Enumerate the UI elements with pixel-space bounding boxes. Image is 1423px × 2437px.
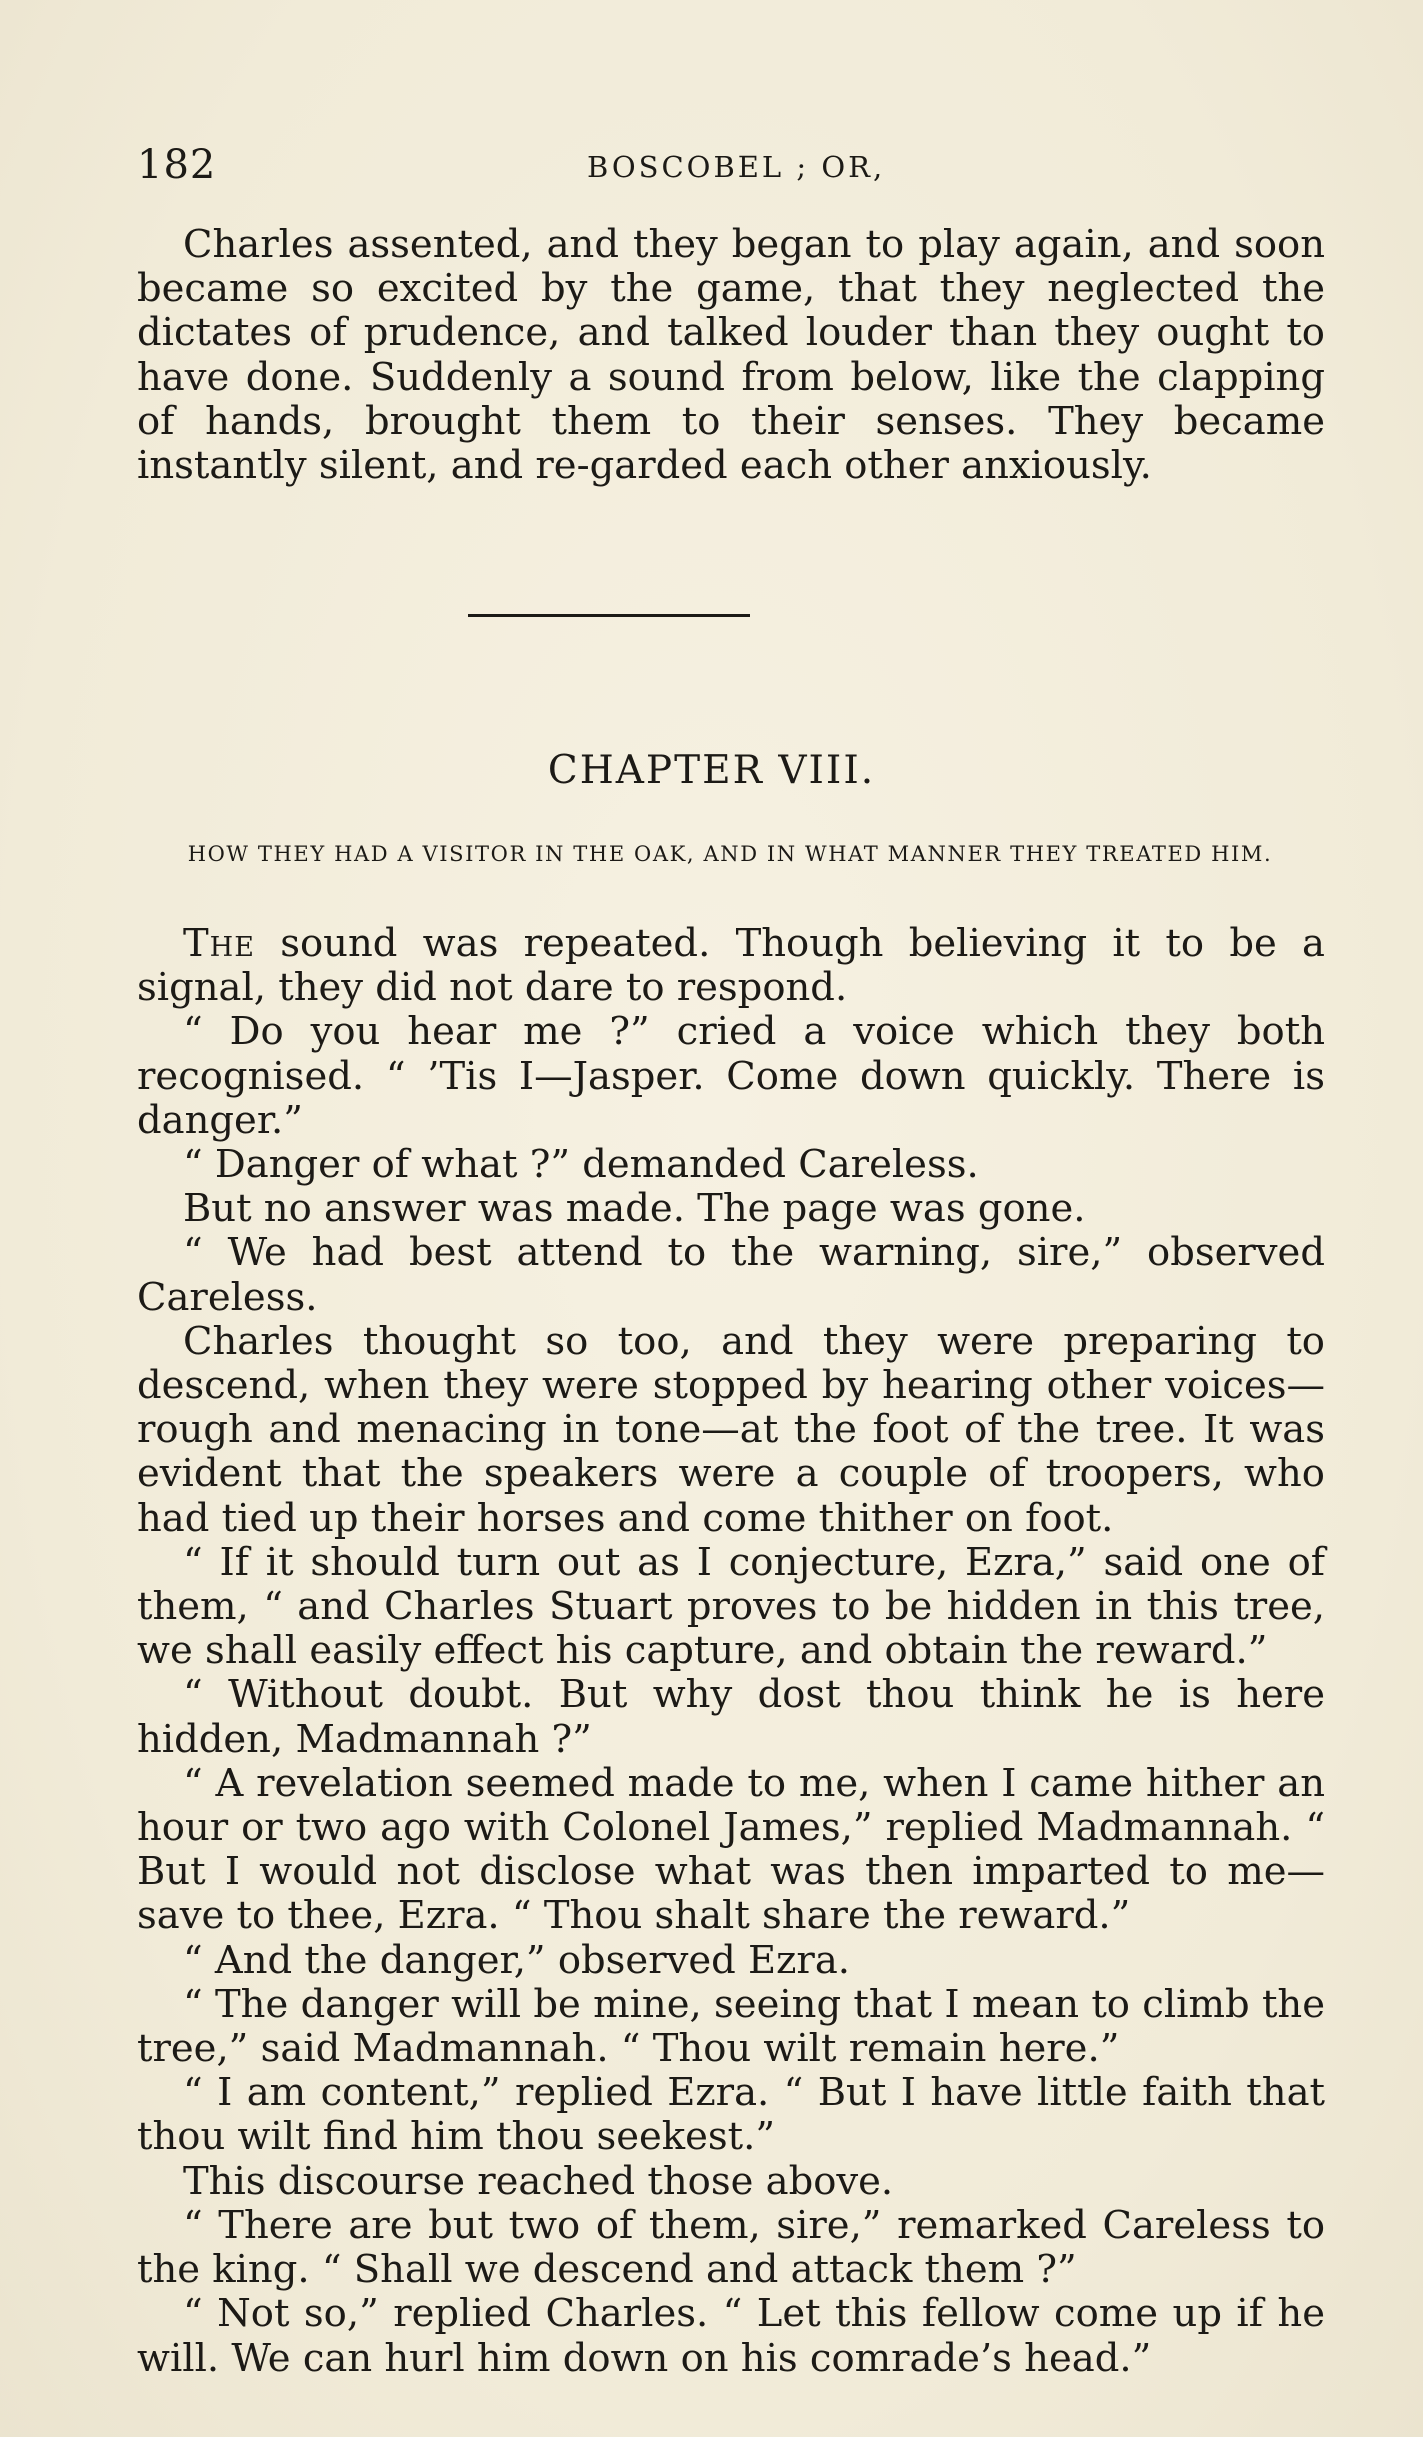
paragraph: “ Do you hear me ?” cried a voice which they both recognised. “ ’Tis I—Jasper. Come down quickly. There is danger.” — [137, 1009, 1325, 1143]
paragraph: “ Without doubt. But why dost thou think he is here hidden, Madmannah ?” — [137, 1672, 1325, 1762]
paragraph-opening — [137, 922, 1325, 1010]
paragraph: “ Not so,” replied Charles. “ Let this fellow come up if he will. We can hurl him down on his comrade’s head.” — [137, 2291, 1325, 2381]
paragraph: “ The danger will be mine, seeing that I mean to climb the tree,” said Madmannah. “ Thou wilt remain here.” — [137, 1981, 1325, 2072]
paragraph: But no answer was made. The page was gone. — [183, 1186, 1086, 1232]
chapter-subtitle: HOW THEY HAD A VISITOR IN THE OAK, AND IN WHAT MANNER THEY TREATED HIM. — [187, 842, 1273, 866]
paragraph: Charles thought so too, and they were preparing to descend, when they were stopped by hearing other voices—rough and menacing in tone—at the foot of the tree. It was evident that the speakers were a couple of troopers, who had tied up their horses and come thither on foot. — [137, 1318, 1325, 1541]
paragraph: “ A revelation seemed made to me, when I came hither an hour or two ago with Colonel James,” replied Madmannah. “ But I would not disclose what was then imparted to me—save to thee, Ezra. “ Thou shalt share the reward.” — [137, 1760, 1325, 1939]
paragraph: Charles assented, and they began to play again, and soon became so excited by the game, that they neglected the dictates of prudence, and talked louder than they ought to have done. Suddenly a sound from below, like the clapping of hands, brought them to their senses. They became instantly silent, and re-garded each other anxiously. — [137, 222, 1325, 489]
opening-text: sound was repeated. Though believing it to be a signal, they did not dare to respond. — [137, 921, 1325, 1011]
page-number: 182 — [137, 142, 217, 188]
section-divider-rule — [468, 614, 750, 617]
chapter-body — [137, 922, 1325, 2381]
paragraph: “ Danger of what ?” demanded Careless. — [183, 1142, 979, 1188]
paragraph: “ I am content,” replied Ezra. “ But I have little faith that thou wilt find him thou seekest.” — [137, 2070, 1325, 2160]
paragraph: “ If it should turn out as I conjecture, Ezra,” said one of them, “ and Charles Stuart proves to be hidden in this tree, we shall easily effect his capture, and obtain the reward.” — [137, 1539, 1325, 1674]
paragraph: “ There are but two of them, sire,” remarked Careless to the king. “ Shall we descend and attack them ?” — [137, 2202, 1325, 2293]
paragraph: This discourse reached those above. — [183, 2158, 894, 2204]
page-header — [137, 142, 1307, 202]
paragraph: “ And the danger,” observed Ezra. — [183, 1937, 851, 1983]
running-head: BOSCOBEL ; OR, — [587, 150, 886, 184]
paragraph: “ We had best attend to the warning, sire,” observed Careless. — [137, 1230, 1325, 1320]
opening-word: The — [183, 921, 255, 966]
chapter-title: CHAPTER VIII. — [547, 748, 876, 793]
chapter-closing-paragraph — [137, 223, 1325, 488]
